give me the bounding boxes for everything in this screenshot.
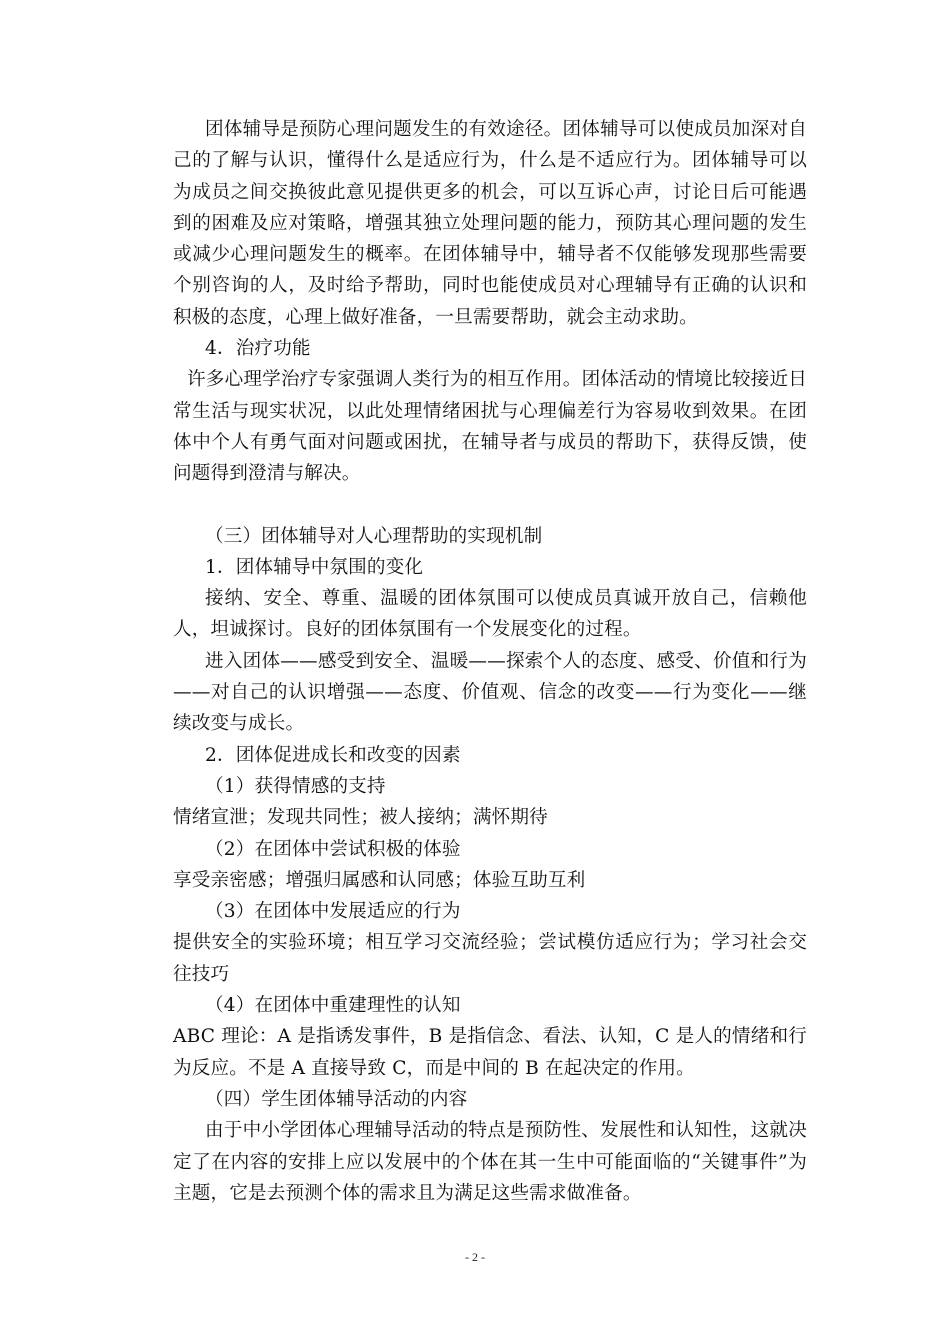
text-emotional-support: 情绪宣泄；发现共同性；被人接纳；满怀期待 — [173, 807, 548, 829]
subheading-adaptive-behavior: （3）在团体中发展适应的行为 — [205, 901, 461, 923]
blank-line — [173, 490, 807, 521]
heading-therapy-function: 4．治疗功能 — [205, 338, 311, 360]
subheading-emotional-support: （1）获得情感的支持 — [205, 775, 386, 797]
subheading-positive-experience: （2）在团体中尝试积极的体验 — [205, 838, 461, 860]
text-positive-experience: 享受亲密感；增强归属感和认同感；体验互助互利 — [173, 869, 586, 891]
paragraph-atmosphere: 接纳、安全、尊重、温暖的团体氛围可以使成员真诚开放自己，信赖他人，坦诚探讨。良好的团体氛围有一个发展变化的过程。 — [173, 588, 807, 641]
paragraph-process: 进入团体——感受到安全、温暖——探索个人的态度、感受、价值和行为——对自己的认识增强——态度、价值观、信念的改变——行为变化——继续改变与成长。 — [173, 650, 807, 735]
section-heading-mechanism: （三）团体辅导对人心理帮助的实现机制 — [205, 525, 543, 547]
heading-growth-factors: 2．团体促进成长和改变的因素 — [205, 744, 461, 766]
text-adaptive-behavior: 提供安全的实验环境；相互学习交流经验；尝试模仿适应行为；学习社会交往技巧 — [173, 932, 807, 985]
heading-atmosphere: 1．团体辅导中氛围的变化 — [205, 556, 424, 578]
section-heading-activity-content: （四）学生团体辅导活动的内容 — [205, 1088, 468, 1110]
subheading-rational-cognition: （4）在团体中重建理性的认知 — [205, 995, 461, 1017]
paragraph-prevention: 团体辅导是预防心理问题发生的有效途径。团体辅导可以使成员加深对自己的了解与认识，懂得什么是适应行为，什么是不适应行为。团体辅导可以为成员之间交换彼此意见提供更多的机会，可以互诉心声，讨论日后可能遇到的困难及应对策略，增强其独立处理问题的能力，预防其心理问题的发生或减少心理问题发生的概率。在团体辅导中，辅导者不仅能够发现那些需要个别咨询的人，及时给予帮助，同时也能使成员对心理辅导有正确的认识和积极的态度，心理上做好准备，一旦需要帮助，就会主动求助。 — [173, 119, 807, 328]
paragraph-activity-content: 由于中小学团体心理辅导活动的特点是预防性、发展性和认知性，这就决定了在内容的安排上应以发展中的个体在其一生中可能面临的“关键事件”为主题，它是去预测个体的需求且为满足这些需求做准备。 — [173, 1120, 807, 1204]
paragraph-therapy: 许多心理学治疗专家强调人类行为的相互作用。团体活动的情境比较接近日常生活与现实状况，以此处理情绪困扰与心理偏差行为容易收到效果。在团体中个人有勇气面对问题或困扰，在辅导者与成员的帮助下，获得反馈，使问题得到澄清与解决。 — [173, 369, 807, 485]
page-number: - 2 - — [465, 1250, 485, 1264]
text-abc-theory: ABC 理论：A 是指诱发事件，B 是指信念、看法、认知，C 是人的情绪和行为反应。不是 A 直接导致 C，而是中间的 B 在起决定的作用。 — [173, 1026, 807, 1079]
document-body — [173, 114, 807, 1209]
